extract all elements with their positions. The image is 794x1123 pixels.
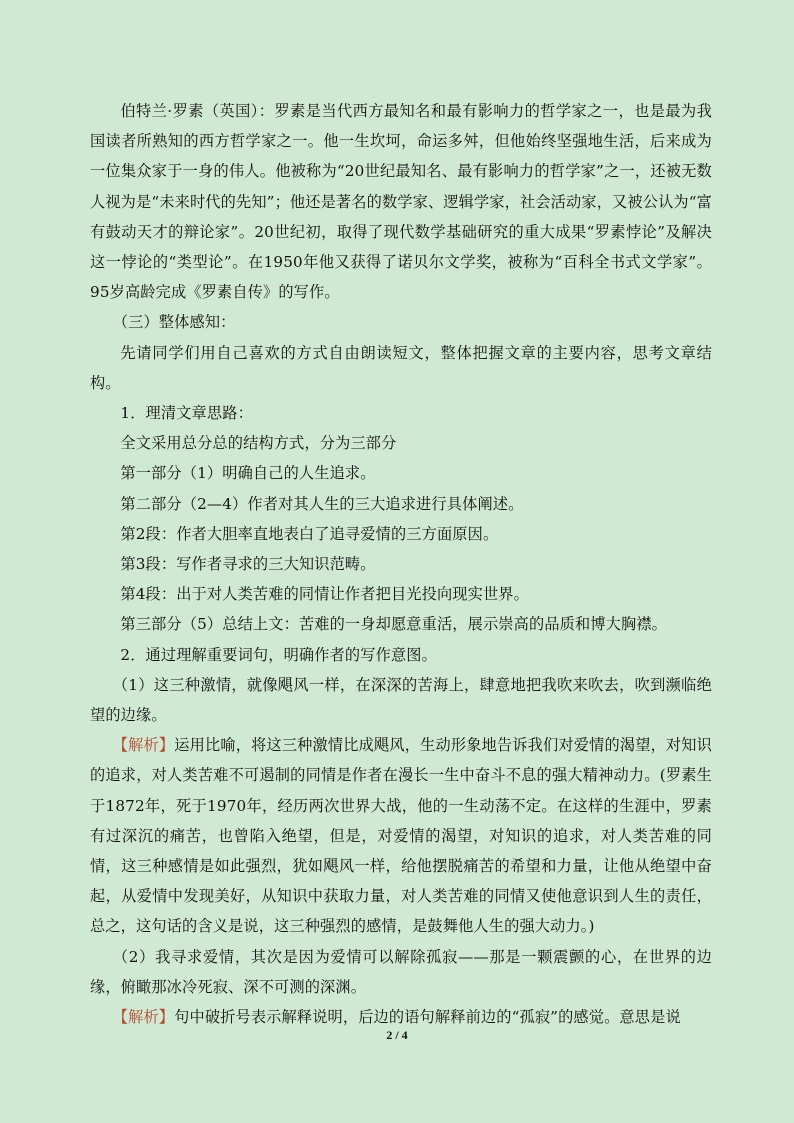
- item-2-heading: 2．通过理解重要词句，明确作者的写作意图。: [120, 645, 437, 664]
- page-number: 2 / 4: [386, 1028, 408, 1042]
- quote-1: （1）这三种激情，就像飓风一样，在深深的苦海上，肆意地把我吹来吹去，吹到濒临绝望的边缘。: [90, 675, 712, 725]
- structure-line: 全文采用总分总的结构方式，分为三部分: [120, 434, 397, 453]
- document-body: [90, 96, 712, 1032]
- structure-line: 第4段：出于对人类苦难的同情让作者把目光投向现实世界。: [120, 585, 529, 604]
- structure-line: 第2段：作者大胆率直地表白了追寻爱情的三方面原因。: [120, 524, 499, 543]
- analysis-tag: 【解析】: [112, 1008, 175, 1027]
- analysis-1-paragraph: [90, 730, 712, 941]
- structure-line: 第二部分（2—4）作者对其人生的三大追求进行具体阐述。: [120, 494, 524, 513]
- structure-line: 第3段：写作者寻求的三大知识范畴。: [120, 555, 376, 574]
- quote-2: （2）我寻求爱情，其次是因为爱情可以解除孤寂——那是一颗震颤的心，在世界的边缘，俯瞰那冰冷死寂、深不可测的深渊。: [90, 947, 712, 996]
- section-3-heading: （三）整体感知：: [112, 313, 236, 332]
- item-1-heading: 1．理清文章思路：: [120, 404, 253, 423]
- reading-instruction: 先请同学们用自己喜欢的方式自由朗读短文，整体把握文章的主要内容，思考文章结构。: [90, 343, 712, 392]
- analysis-2-text: 句中破折号表示解释说明，后边的语句解释前边的“孤寂”的感觉。意思是说: [174, 1008, 681, 1027]
- structure-line: 第一部分（1）明确自己的人生追求。: [120, 464, 376, 483]
- analysis-1-text: 运用比喻，将这三种激情比成飓风，生动形象地告诉我们对爱情的渴望，对知识的追求，对人类苦难不可遏制的同情是作者在漫长一生中奋斗不息的强大精神动力。(罗素生于1872年，死于1970年，经历两次世界大战，他的一生动荡不定。在这样的生涯中，罗素有过深沉的痛苦，也曾陷入绝望，但是，对爱情的渴望，对知识的追求，对人类苦难的同情，这三种感情是如此强烈，犹如飓风一样，给他摆脱痛苦的希望和力量，让他从绝望中奋起，从爱情中发现美好，从知识中获取力量，对人类苦难的同情又使他意识到人生的责任，总之，这句话的含义是说，这三种强烈的感情，是鼓舞他人生的强大动力。): [90, 736, 713, 936]
- structure-line: 第三部分（5）总结上文：苦难的一身却愿意重活，展示崇高的品质和博大胸襟。: [120, 615, 668, 634]
- russell-intro-paragraph: 伯特兰·罗素（英国）：罗素是当代西方最知名和最有影响力的哲学家之一，也是最为我国读者所熟知的西方哲学家之一。他一生坎坷，命运多舛，但他始终坚强地生活，后来成为一位集众家于一身的伟人。他被称为“20世纪最知名、最有影响力的哲学家”之一，还被无数人视为是“未来时代的先知”；他还是著名的数学家、逻辑学家，社会活动家，又被公认为“富有鼓动天才的辩论家”。20世纪初，取得了现代数学基础研究的重大成果“罗素悖论”及解决这一悖论的“类型论”。在1950年他又获得了诺贝尔文学奖，被称为“百科全书式文学家”。95岁高龄完成《罗素自传》的写作。: [90, 102, 712, 302]
- analysis-tag: 【解析】: [112, 736, 175, 755]
